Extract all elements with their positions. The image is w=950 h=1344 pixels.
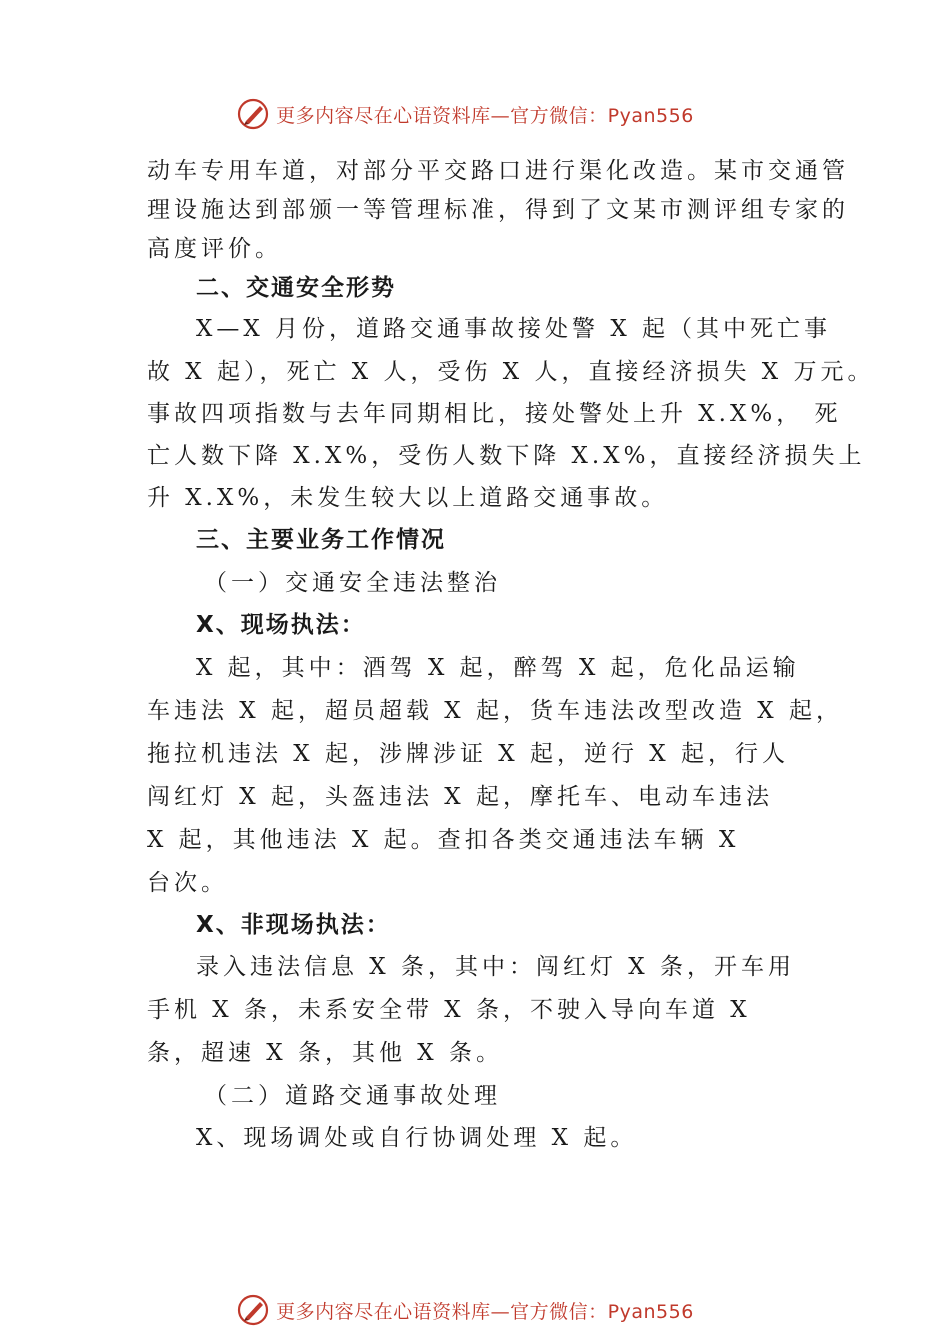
paragraph-line: 车违法 X 起，超员超载 X 起，货车违法改型改造 X 起，	[147, 698, 843, 724]
banner-dash: —	[490, 104, 511, 127]
paragraph-line: 升 X.X%，未发生较大以上道路交通事故。	[147, 485, 669, 511]
paragraph-line: X、现场调处或自行协调处理 X 起。	[196, 1125, 638, 1151]
footer-banner-text	[276, 1297, 694, 1324]
paragraph-line: 闯红灯 X 起，头盔违法 X 起，摩托车、电动车违法	[147, 784, 773, 810]
paragraph-line: X 起，其他违法 X 起。查扣各类交通违法车辆 X	[147, 827, 740, 853]
banner-main-text: 更多内容尽在心语资料库	[276, 1300, 491, 1323]
pen-logo-icon	[236, 1293, 270, 1327]
header-banner-text	[276, 101, 694, 128]
paragraph-line: 拖拉机违法 X 起，涉牌涉证 X 起，逆行 X 起，行人	[147, 741, 789, 767]
section-heading: 二、交通安全形势	[196, 275, 396, 301]
paragraph-line: 手机 X 条，未系安全带 X 条，不驶入导向车道 X	[147, 997, 751, 1023]
paragraph-line: 高度评价。	[147, 236, 282, 262]
subsection-heading: （一）交通安全违法整治	[204, 570, 501, 596]
footer-banner	[0, 1290, 950, 1330]
banner-wechat-text: 官方微信：Pyan556	[510, 1300, 694, 1323]
banner-main-text: 更多内容尽在心语资料库	[276, 104, 491, 127]
paragraph-line: 理设施达到部颁一等管理标准，得到了文某市测评组专家的	[147, 197, 849, 223]
paragraph-line: 条，超速 X 条，其他 X 条。	[147, 1040, 503, 1066]
paragraph-line: 故 X 起），死亡 X 人，受伤 X 人，直接经济损失 X 万元。	[147, 359, 875, 385]
item-heading: X、非现场执法：	[196, 912, 391, 938]
item-heading: X、现场执法：	[196, 612, 366, 638]
paragraph-line: 动车专用车道，对部分平交路口进行渠化改造。某市交通管	[147, 158, 849, 184]
paragraph-line: X—X 月份，道路交通事故接处警 X 起（其中死亡事	[196, 316, 832, 342]
paragraph-line: 录入违法信息 X 条，其中：闯红灯 X 条，开车用	[196, 954, 795, 980]
paragraph-line: 亡人数下降 X.X%，受伤人数下降 X.X%，直接经济损失上	[147, 443, 866, 469]
subsection-heading: （二）道路交通事故处理	[204, 1083, 501, 1109]
header-banner	[0, 94, 950, 134]
paragraph-line: 事故四项指数与去年同期相比，接处警处上升 X.X%， 死	[147, 401, 842, 427]
banner-dash: —	[490, 1300, 511, 1323]
paragraph-line: 台次。	[147, 870, 228, 896]
paragraph-line: X 起，其中：酒驾 X 起，醉驾 X 起，危化品运输	[196, 655, 800, 681]
pen-logo-icon	[236, 97, 270, 131]
banner-wechat-text: 官方微信：Pyan556	[510, 104, 694, 127]
section-heading: 三、主要业务工作情况	[196, 527, 446, 553]
